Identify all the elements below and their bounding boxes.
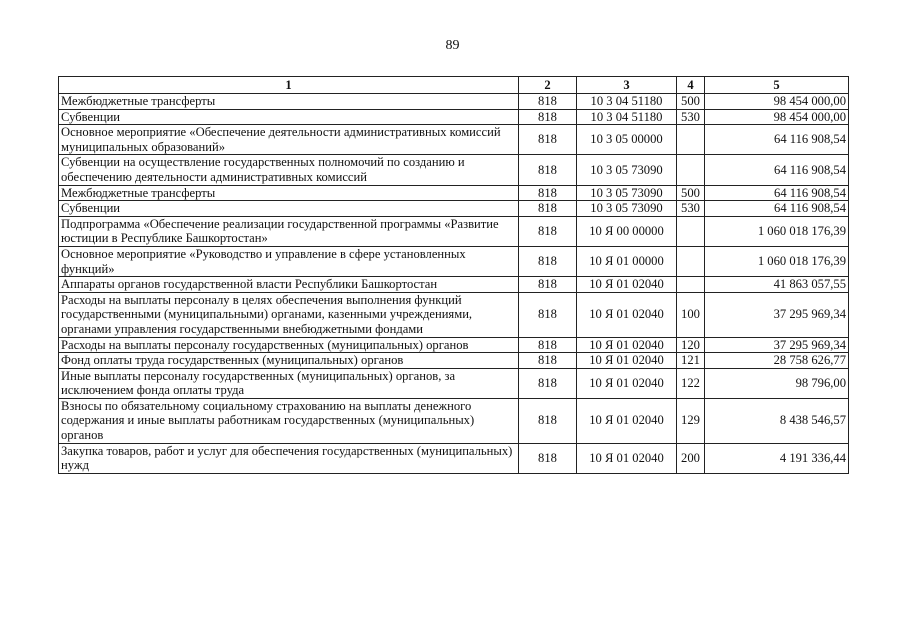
row-expense-type-cell	[677, 277, 705, 293]
row-admin-code-cell: 818	[519, 337, 577, 353]
row-expense-type-cell: 121	[677, 353, 705, 369]
row-name-cell: Аппараты органов государственной власти Республики Башкортостан	[59, 277, 519, 293]
row-expense-type-cell	[677, 246, 705, 276]
row-name-cell: Подпрограмма «Обеспечение реализации государственной программы «Развитие юстиции в Республике Башкортостан»	[59, 216, 519, 246]
row-amount-cell: 64 116 908,54	[705, 185, 849, 201]
row-admin-code-cell: 818	[519, 246, 577, 276]
header-row	[59, 77, 849, 94]
row-name-cell: Фонд оплаты труда государственных (муниципальных) органов	[59, 353, 519, 369]
row-expense-type-cell: 100	[677, 292, 705, 337]
row-amount-cell: 37 295 969,34	[705, 337, 849, 353]
page-number: 89	[445, 38, 460, 53]
header-col-3: 3	[577, 77, 677, 94]
header-col-1: 1	[59, 77, 519, 94]
row-admin-code-cell: 818	[519, 125, 577, 155]
row-amount-cell: 1 060 018 176,39	[705, 246, 849, 276]
row-amount-cell: 4 191 336,44	[705, 443, 849, 473]
row-target-article-cell: 10 Я 01 02040	[577, 277, 677, 293]
row-expense-type-cell: 129	[677, 398, 705, 443]
row-amount-cell: 64 116 908,54	[705, 201, 849, 217]
row-expense-type-cell: 500	[677, 94, 705, 110]
row-admin-code-cell: 818	[519, 94, 577, 110]
header-col-4: 4	[677, 77, 705, 94]
row-expense-type-cell: 530	[677, 201, 705, 217]
row-admin-code-cell: 818	[519, 109, 577, 125]
budget-table	[58, 76, 849, 474]
table-row	[59, 398, 849, 443]
row-target-article-cell: 10 Я 01 02040	[577, 353, 677, 369]
table-row	[59, 125, 849, 155]
row-admin-code-cell: 818	[519, 185, 577, 201]
row-name-cell: Взносы по обязательному социальному страхованию на выплаты денежного содержания и иные выплаты работникам государственных (муниципальных) органов	[59, 398, 519, 443]
row-expense-type-cell: 120	[677, 337, 705, 353]
row-target-article-cell: 10 3 04 51180	[577, 94, 677, 110]
row-amount-cell: 64 116 908,54	[705, 125, 849, 155]
header-col-2: 2	[519, 77, 577, 94]
row-target-article-cell: 10 3 05 00000	[577, 125, 677, 155]
row-admin-code-cell: 818	[519, 201, 577, 217]
table-row	[59, 443, 849, 473]
row-admin-code-cell: 818	[519, 398, 577, 443]
header-col-5: 5	[705, 77, 849, 94]
row-target-article-cell: 10 3 04 51180	[577, 109, 677, 125]
row-name-cell: Расходы на выплаты персоналу в целях обеспечения выполнения функций государственными (муниципальными) органами, казенными учреждениями, органами управления государственными внебюджетными фондами	[59, 292, 519, 337]
row-amount-cell: 98 454 000,00	[705, 94, 849, 110]
row-amount-cell: 1 060 018 176,39	[705, 216, 849, 246]
row-target-article-cell: 10 Я 01 02040	[577, 368, 677, 398]
table-row	[59, 109, 849, 125]
row-admin-code-cell: 818	[519, 353, 577, 369]
row-expense-type-cell: 530	[677, 109, 705, 125]
row-target-article-cell: 10 Я 01 00000	[577, 246, 677, 276]
row-admin-code-cell: 818	[519, 368, 577, 398]
row-amount-cell: 37 295 969,34	[705, 292, 849, 337]
table-row	[59, 368, 849, 398]
row-name-cell: Субвенции	[59, 109, 519, 125]
row-target-article-cell: 10 3 05 73090	[577, 155, 677, 185]
row-target-article-cell: 10 Я 01 02040	[577, 443, 677, 473]
row-amount-cell: 28 758 626,77	[705, 353, 849, 369]
row-target-article-cell: 10 Я 01 02040	[577, 337, 677, 353]
row-admin-code-cell: 818	[519, 277, 577, 293]
table-row	[59, 155, 849, 185]
table-row	[59, 277, 849, 293]
row-amount-cell: 41 863 057,55	[705, 277, 849, 293]
row-expense-type-cell	[677, 155, 705, 185]
row-target-article-cell: 10 3 05 73090	[577, 201, 677, 217]
table-row	[59, 185, 849, 201]
table-row	[59, 337, 849, 353]
table-row	[59, 94, 849, 110]
table-body	[59, 94, 849, 474]
row-name-cell: Иные выплаты персоналу государственных (муниципальных) органов, за исключением фонда оплаты труда	[59, 368, 519, 398]
table-row	[59, 353, 849, 369]
row-name-cell: Основное мероприятие «Руководство и управление в сфере установленных функций»	[59, 246, 519, 276]
table-row	[59, 216, 849, 246]
row-target-article-cell: 10 Я 01 02040	[577, 398, 677, 443]
row-admin-code-cell: 818	[519, 155, 577, 185]
row-admin-code-cell: 818	[519, 216, 577, 246]
row-name-cell: Субвенции на осуществление государственных полномочий по созданию и обеспечению деятельности административных комиссий	[59, 155, 519, 185]
row-expense-type-cell	[677, 125, 705, 155]
row-expense-type-cell	[677, 216, 705, 246]
row-name-cell: Основное мероприятие «Обеспечение деятельности административных комиссий муниципальных образований»	[59, 125, 519, 155]
row-name-cell: Межбюджетные трансферты	[59, 94, 519, 110]
table-row	[59, 201, 849, 217]
row-expense-type-cell: 122	[677, 368, 705, 398]
row-target-article-cell: 10 Я 00 00000	[577, 216, 677, 246]
row-name-cell: Межбюджетные трансферты	[59, 185, 519, 201]
row-name-cell: Расходы на выплаты персоналу государственных (муниципальных) органов	[59, 337, 519, 353]
row-name-cell: Закупка товаров, работ и услуг для обеспечения государственных (муниципальных) нужд	[59, 443, 519, 473]
row-name-cell: Субвенции	[59, 201, 519, 217]
row-admin-code-cell: 818	[519, 292, 577, 337]
row-amount-cell: 64 116 908,54	[705, 155, 849, 185]
table-row	[59, 246, 849, 276]
row-target-article-cell: 10 Я 01 02040	[577, 292, 677, 337]
row-expense-type-cell: 500	[677, 185, 705, 201]
table-row	[59, 292, 849, 337]
row-amount-cell: 98 454 000,00	[705, 109, 849, 125]
row-admin-code-cell: 818	[519, 443, 577, 473]
row-target-article-cell: 10 3 05 73090	[577, 185, 677, 201]
row-expense-type-cell: 200	[677, 443, 705, 473]
row-amount-cell: 8 438 546,57	[705, 398, 849, 443]
row-amount-cell: 98 796,00	[705, 368, 849, 398]
